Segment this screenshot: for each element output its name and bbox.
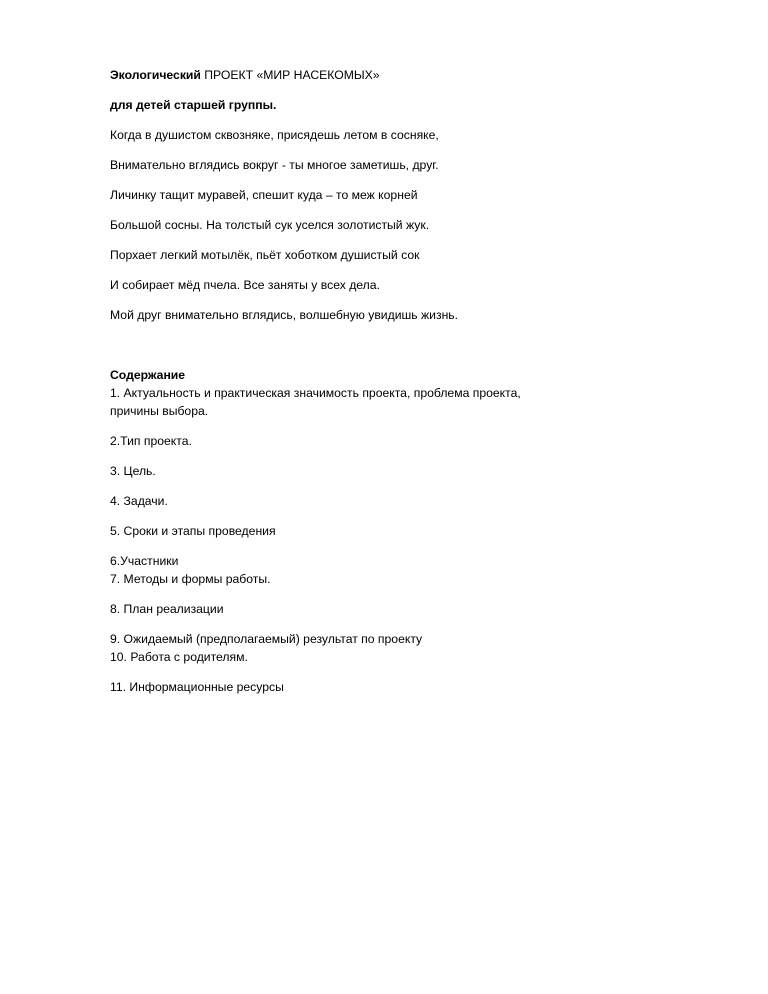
- contents-item: 11. Информационные ресурсы: [110, 680, 284, 694]
- contents-item: 8. План реализации: [110, 602, 224, 616]
- contents-item: 4. Задачи.: [110, 494, 168, 508]
- poem-line: Когда в душистом сквозняке, присядешь летом в сосняке,: [110, 128, 439, 142]
- contents-item: 7. Методы и формы работы.: [110, 572, 271, 586]
- poem-line: И собирает мёд пчела. Все заняты у всех дела.: [110, 278, 380, 292]
- contents-item: 6.Участники: [110, 554, 179, 568]
- title-bold-part: Экологический: [110, 68, 201, 82]
- contents-title: Содержание: [110, 368, 186, 382]
- contents-item: 3. Цель.: [110, 464, 156, 478]
- contents-item: 10. Работа с родителям.: [110, 650, 248, 664]
- contents-item: 5. Сроки и этапы проведения: [110, 524, 276, 538]
- poem-line: Мой друг внимательно вглядись, волшебную увидишь жизнь.: [110, 308, 459, 322]
- contents-item: причины выбора.: [110, 404, 209, 418]
- poem-line: Порхает легкий мотылёк, пьёт хоботком душистый сок: [110, 248, 420, 262]
- document-subtitle: для детей старшей группы.: [110, 98, 277, 112]
- contents-item: 1. Актуальность и практическая значимость проекта, проблема проекта,: [110, 386, 521, 400]
- poem-line: Большой сосны. На толстый сук уселся золотистый жук.: [110, 218, 430, 232]
- title-rest: ПРОЕКТ «МИР НАСЕКОМЫХ»: [200, 68, 380, 82]
- poem-line: Личинку тащит муравей, спешит куда – то меж корней: [110, 188, 418, 202]
- poem-line: Внимательно вглядись вокруг - ты многое заметишь, друг.: [110, 158, 439, 172]
- contents-item: 9. Ожидаемый (предполагаемый) результат по проекту: [110, 632, 423, 646]
- document-title: [110, 68, 380, 83]
- contents-item: 2.Тип проекта.: [110, 434, 192, 448]
